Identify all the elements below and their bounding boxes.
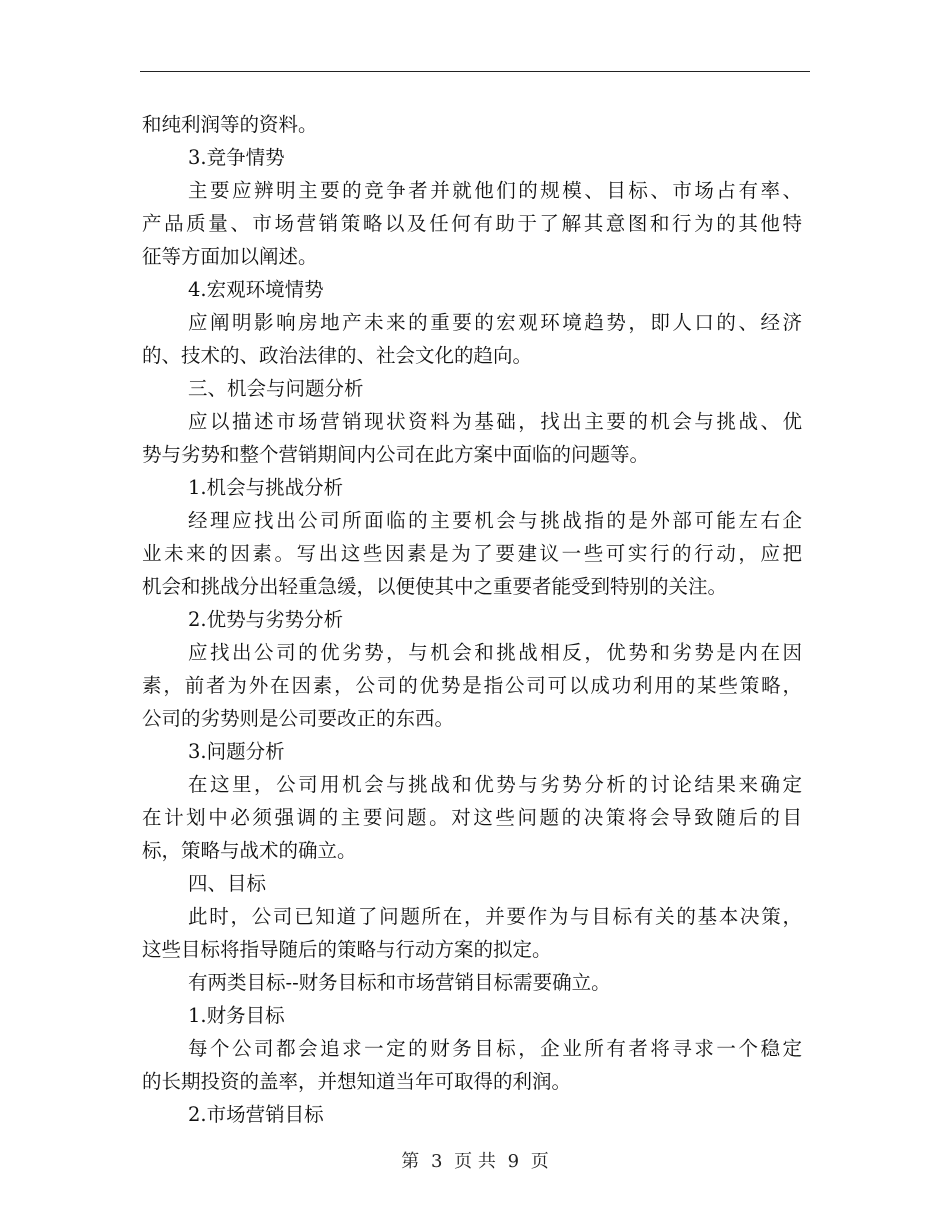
footer-prefix: 第 — [401, 1151, 420, 1172]
section-heading: 1.财务目标 — [188, 1004, 285, 1027]
document-body — [142, 108, 802, 1131]
text-line: 机会和挑战分出轻重急缓，以便使其中之重要者能受到特别的关注。 — [142, 575, 728, 598]
page-footer — [0, 1150, 950, 1174]
text-line: 势与劣势和整个营销期间内公司在此方案中面临的问题等。 — [142, 443, 650, 466]
section-heading: 四、目标 — [188, 872, 267, 895]
header-rule — [140, 71, 810, 72]
text-line: 业未来的因素。写出这些因素是为了要建议一些可实行的行动，应把 — [142, 542, 802, 565]
text-line: 在计划中必须强调的主要问题。对这些问题的决策将会导致随后的目 — [142, 806, 802, 829]
text-line: 应找出公司的优劣势，与机会和挑战相反，优势和劣势是内在因 — [188, 641, 802, 664]
section-heading: 三、机会与问题分析 — [188, 377, 364, 400]
text-line: 每个公司都会追求一定的财务目标，企业所有者将寻求一个稳定 — [188, 1037, 802, 1060]
section-heading: 3.问题分析 — [188, 740, 285, 763]
text-line: 应阐明影响房地产未来的重要的宏观环境趋势，即人口的、经济 — [188, 311, 802, 334]
text-line: 的长期投资的盖率，并想知道当年可取得的利润。 — [142, 1070, 572, 1093]
text-line: 应以描述市场营销现状资料为基础，找出主要的机会与挑战、优 — [188, 410, 802, 433]
text-line: 主要应辨明主要的竞争者并就他们的规模、目标、市场占有率、 — [188, 179, 802, 202]
footer-total-pages: 9 — [507, 1151, 520, 1172]
text-line: 的、技术的、政治法律的、社会文化的趋向。 — [142, 344, 533, 367]
text-line: 公司的劣势则是公司要改正的东西。 — [142, 707, 455, 730]
text-line: 此时，公司已知道了问题所在，并要作为与目标有关的基本决策， — [188, 905, 802, 928]
text-line: 和纯利润等的资料。 — [142, 113, 318, 136]
text-line: 这些目标将指导随后的策略与行动方案的拟定。 — [142, 938, 552, 961]
text-line: 在这里，公司用机会与挑战和优势与劣势分析的讨论结果来确定 — [188, 773, 802, 796]
text-line: 素，前者为外在因素，公司的优势是指公司可以成功利用的某些策略， — [142, 674, 802, 697]
text-line: 产品质量、市场营销策略以及任何有助于了解其意图和行为的其他特 — [142, 212, 802, 235]
section-heading: 1.机会与挑战分析 — [188, 476, 344, 499]
section-heading: 4.宏观环境情势 — [188, 278, 324, 301]
footer-middle: 页 共 — [454, 1151, 496, 1172]
text-line: 经理应找出公司所面临的主要机会与挑战指的是外部可能左右企 — [188, 509, 802, 532]
text-line: 征等方面加以阐述。 — [142, 245, 318, 268]
text-line: 有两类目标--财务目标和市场营销目标需要确立。 — [188, 971, 611, 994]
footer-suffix: 页 — [530, 1151, 549, 1172]
section-heading: 3.竞争情势 — [188, 146, 285, 169]
text-line: 标，策略与战术的确立。 — [142, 839, 357, 862]
section-heading: 2.市场营销目标 — [188, 1103, 324, 1126]
footer-current-page: 3 — [430, 1151, 443, 1172]
section-heading: 2.优势与劣势分析 — [188, 608, 344, 631]
